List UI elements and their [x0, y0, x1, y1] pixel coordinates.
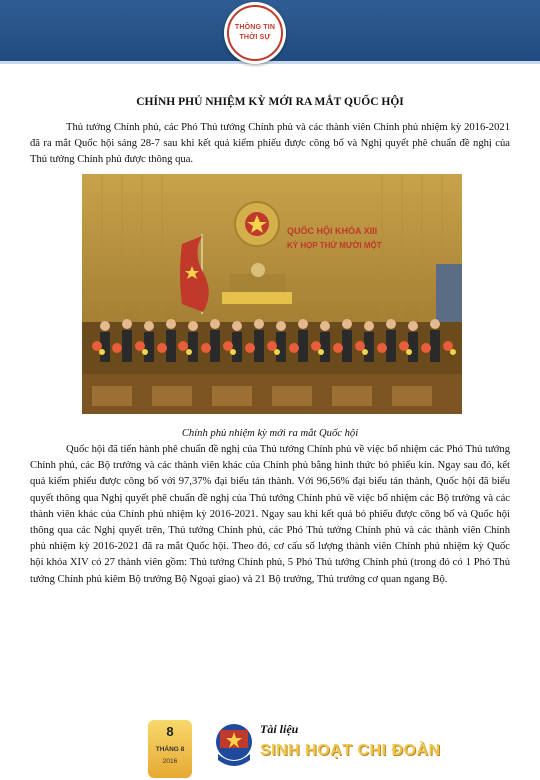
series-title: SINH HOẠT CHI ĐOÀN — [260, 742, 441, 759]
photo-banner-line1: QUỐC HỘI KHÓA XIII — [287, 226, 378, 236]
logo-line2: THỜI SỰ — [239, 34, 271, 41]
article-paragraph-1: Thủ tướng Chính phủ, các Phó Thủ tướng Chính phủ và các thành viên Chính phủ nhiệm kỳ 2016-2021 đã ra mắt Quốc hội sáng 28-7 sau khi kết quả kiểm phiếu được công bố và Nghị quyết phê chuẩn đề nghị của Thủ tướng Chính phủ được thông qua. — [30, 122, 510, 166]
assembly-photo-illustration — [82, 174, 462, 414]
issue-month: THÁNG 8 — [155, 746, 185, 753]
newsletter-logo — [224, 2, 286, 64]
page-badge — [148, 720, 192, 778]
logo-line1: THÔNG TIN — [234, 24, 276, 31]
page-number: 8 — [166, 724, 174, 739]
article-title: CHÍNH PHỦ NHIỆM KỲ MỚI RA MẮT QUỐC HỘI — [136, 96, 404, 108]
photo-banner-line2: KỲ HỌP THỨ MƯỜI MỘT — [287, 241, 382, 250]
issue-year: 2016 — [162, 758, 178, 765]
series-label: Tài liệu — [260, 722, 299, 736]
assembly-photo — [82, 174, 462, 414]
photo-caption: Chính phủ nhiệm kỳ mới ra mắt Quốc hội — [181, 428, 359, 439]
logo-ring — [227, 5, 283, 61]
article-paragraph-2: Quốc hội đã tiến hành phê chuẩn đề nghị của Thủ tướng Chính phủ về việc bổ nhiệm các Phó Thủ tướng Chính phủ, các Bộ trưởng và các thành viên khác của Chính phủ bằng hình thức bỏ phiếu kín. Ngay sau đó, kết quả kiểm phiếu được công bố với 97,37% đại biểu tán thành. Với 96,56% đại biểu tán thành, Quốc hội đã biểu quyết thông qua Nghị quyết phê chuẩn đề nghị của Thủ tướng Chính phủ về việc bổ nhiệm các Bộ trưởng và các thành viên khác của Chính phủ nhiệm kỳ 2016-2021. Ngay sau khi kết quả bỏ phiếu được công bố và Quốc hội thông qua các Nghị quyết trên, Thủ tướng Chính phủ, các Phó Thủ tướng Chính phủ và các thành viên Chính phủ nhiệm kỳ 2016-2021 đã ra mắt Quốc hội. Theo đó, cơ cấu số lượng thành viên Chính phủ nhiệm kỳ Quốc hội khóa XIV có 27 thành viên gồm: Thủ tướng Chính phủ, 5 Phó Thủ tướng Chính phủ (trong đó có 1 Phó Thủ tướng Chính phủ kiêm Bộ trưởng Bộ Ngoại giao) và 21 Bộ trưởng, Thủ trưởng cơ quan ngang Bộ. — [30, 444, 510, 585]
youth-union-emblem-icon — [214, 720, 254, 770]
